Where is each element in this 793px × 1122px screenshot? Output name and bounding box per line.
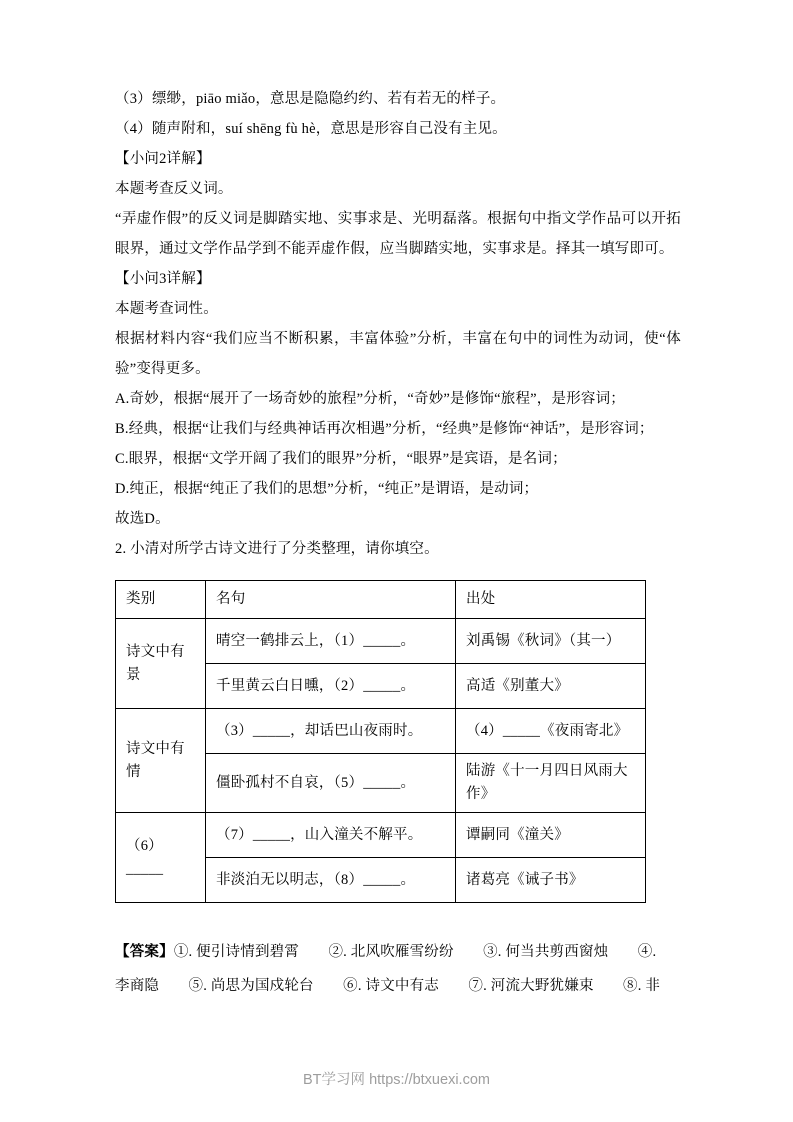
- option-d-analysis: D.纯正，根据“纯正了我们的思想”分析，“纯正”是谓语，是动词；: [115, 481, 539, 497]
- table-cell-source: 诸葛亮《诫子书》: [456, 858, 646, 903]
- option-b-analysis: B.经典，根据“让我们与经典神话再次相遇”分析，“经典”是修饰“神话”，是形容词；: [115, 421, 654, 437]
- subquestion-3-heading: 【小问3详解】: [115, 271, 211, 287]
- answer-section: [115, 935, 681, 1003]
- table-cell-sentence: 僵卧孤村不自哀，（5）_____。: [206, 754, 456, 813]
- watermark-footer: [0, 1068, 793, 1089]
- table-row: [116, 709, 646, 754]
- document-content: [115, 84, 681, 1003]
- table-cell-category: 诗文中有景: [116, 619, 206, 709]
- table-row: [116, 619, 646, 664]
- option-c-analysis: C.眼界，根据“文学开阔了我们的眼界”分析，“眼界”是宾语，是名词；: [115, 451, 567, 467]
- table-cell-category: （6）_____: [116, 813, 206, 903]
- table-cell-sentence: 晴空一鹤排云上，（1）_____。: [206, 619, 456, 664]
- answer-line-1: [115, 935, 681, 969]
- option-a-analysis: A.奇妙，根据“展开了一场奇妙的旅程”分析，“奇妙”是修饰“旅程”，是形容词；: [115, 391, 626, 407]
- table-cell-sentence: 千里黄云白日曛，（2）_____。: [206, 664, 456, 709]
- table-header-source: 出处: [456, 581, 646, 619]
- conclusion-choose-d: 故选D。: [115, 511, 170, 527]
- question-2-prompt: 2. 小清对所学古诗文进行了分类整理，请你填空。: [115, 541, 439, 557]
- table-cell-sentence: 非淡泊无以明志，（8）_____。: [206, 858, 456, 903]
- watermark-text: BT学习网 https://btxuexi.com: [303, 1072, 490, 1088]
- table-header-sentence: 名句: [206, 581, 456, 619]
- answer-line-2-text: 李商隐 ⑤. 尚思为国戍轮台 ⑥. 诗文中有志 ⑦. 河流大野犹嫌束 ⑧. 非: [115, 978, 661, 994]
- table-cell-category: 诗文中有情: [116, 709, 206, 813]
- table-cell-source: （4）_____《夜雨寄北》: [456, 709, 646, 754]
- answer-label: 【答案】: [115, 944, 174, 960]
- answer-line-2: [115, 969, 681, 1003]
- table-cell-source: 陆游《十一月四日风雨大作》: [456, 754, 646, 813]
- table-cell-source: 刘禹锡《秋词》（其一）: [456, 619, 646, 664]
- subquestion-2-analysis: “弄虚作假”的反义词是脚踏实地、实事求是、光明磊落。根据句中指文学作品可以开拓眼界，通过文学作品学到不能弄虚作假，应当脚踏实地，实事求是。择其一填写即可。: [115, 211, 681, 257]
- subquestion-3-intro: 本题考查词性。: [115, 301, 218, 317]
- table-header-row: [116, 581, 646, 619]
- subquestion-2-intro: 本题考查反义词。: [115, 181, 233, 197]
- poetry-classification-table: [115, 580, 646, 903]
- table-cell-sentence: （3）_____，却话巴山夜雨时。: [206, 709, 456, 754]
- table-cell-sentence: （7）_____，山入潼关不解平。: [206, 813, 456, 858]
- table-cell-source: 谭嗣同《潼关》: [456, 813, 646, 858]
- table-header-category: 类别: [116, 581, 206, 619]
- subquestion-3-analysis: 根据材料内容“我们应当不断积累，丰富体验”分析，丰富在句中的词性为动词，使“体验”变得更多。: [115, 331, 681, 377]
- subquestion-2-heading: 【小问2详解】: [115, 151, 211, 167]
- word-note-suishengfuhe: （4）随声附和，suí shēng fù hè，意思是形容自己没有主见。: [115, 121, 507, 137]
- table-row: [116, 813, 646, 858]
- table-cell-source: 高适《别董大》: [456, 664, 646, 709]
- word-note-piaomiao: （3）缥缈，piāo miǎo，意思是隐隐约约、若有若无的样子。: [115, 91, 506, 107]
- answer-line-1-text: ①. 便引诗情到碧霄 ②. 北风吹雁雪纷纷 ③. 何当共剪西窗烛 ④.: [173, 944, 657, 960]
